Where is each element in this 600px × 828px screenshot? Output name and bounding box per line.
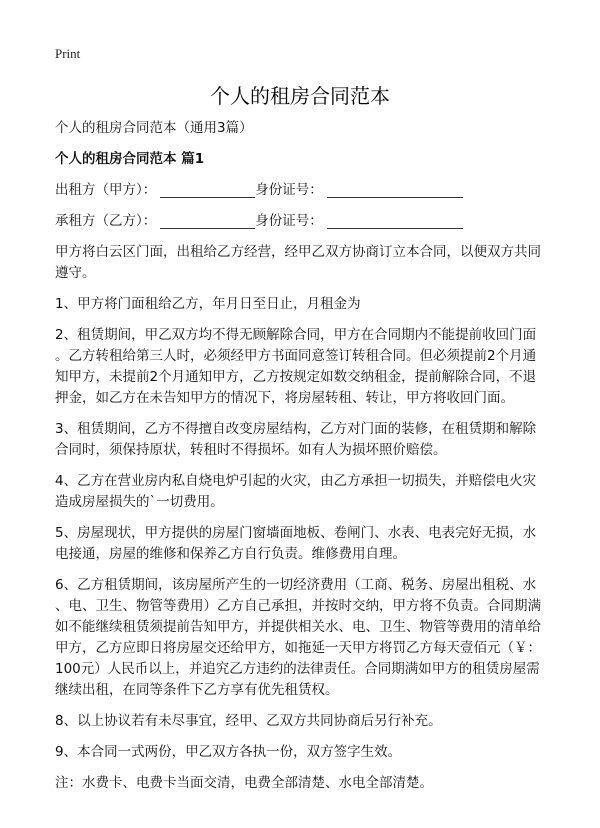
clause-line: 、电、卫生、物管等费用）乙方自己承担，并按时交纳，甲方将不负责。合同期满 — [55, 598, 541, 614]
clause-paragraph — [55, 575, 555, 701]
lessor-label: 出租方（甲方）： — [55, 182, 157, 198]
clause-paragraph — [55, 742, 555, 763]
lessor-id-blank — [327, 183, 463, 198]
clause-line: 甲方将白云区门面，出租给乙方经营，经甲乙双方协商订立本合同，以便双方共同 — [55, 244, 541, 260]
clause-line: 知甲方，未提前2个月通知甲方，乙方按规定如数交纳租金，提前解除合同，不退 — [55, 369, 537, 385]
clause-line: 9、本合同一式两份，甲乙双方各执一份，双方签字生效。 — [55, 744, 402, 760]
clause-line: 电接通，房屋的维修和保养乙方自行负责。维修费用自理。 — [55, 546, 406, 562]
lessor-row — [55, 180, 555, 201]
clause-paragraph — [55, 294, 555, 315]
clause-line: 造成房屋损失的`一切费用。 — [55, 494, 224, 510]
clause-paragraph — [55, 471, 555, 513]
clause-line: 8、以上协议若有未尽事宜，经甲、乙双方共同协商后另行补充。 — [55, 713, 442, 729]
lessee-id-label: 身份证号： — [255, 213, 323, 229]
clause-line: 甲方，乙方应即日将房屋交还给甲方，如拖延一天甲方将罚乙方每天壹佰元（￥： — [55, 640, 541, 656]
lessee-row — [55, 211, 555, 232]
lessee-label: 承租方（乙方）： — [55, 213, 157, 229]
clause-line: 1、甲方将门面租给乙方，年月日至日止，月租金为 — [55, 296, 361, 312]
clause-paragraph — [55, 773, 555, 794]
clause-paragraph — [55, 325, 555, 409]
lessor-id-label: 身份证号： — [255, 182, 323, 198]
lessee-id-blank — [327, 214, 463, 229]
contract-clauses — [55, 242, 555, 794]
clause-line: 押金，如乙方在未告知甲方的情况下，将房屋转租、转让，甲方将收回门面。 — [55, 390, 514, 406]
clause-line: 6、乙方租赁期间，该房屋所产生的一切经济费用（工商、税务、房屋出租税、水 — [55, 577, 537, 593]
clause-paragraph — [55, 419, 555, 461]
clause-line: 。乙方转租给第三人时，必须经甲方书面同意签订转租合同。但必须提前2个月通 — [55, 348, 537, 364]
subtitle: 个人的租房合同范本（通用3篇） — [55, 120, 253, 136]
lessee-name-blank — [160, 214, 255, 229]
clause-line: 继续出租，在同等条件下乙方享有优先租赁权。 — [55, 682, 339, 698]
clause-paragraph — [55, 711, 555, 732]
clause-line: 如不能继续租赁须提前告知甲方，并提供相关水、电、卫生、物管等费用的清单给 — [55, 619, 541, 635]
clause-line: 3、租赁期间，乙方不得擅自改变房屋结构，乙方对门面的装修，在租赁期和解除 — [55, 421, 537, 437]
print-link[interactable]: Print — [55, 46, 81, 61]
clause-line: 遵守。 — [55, 265, 96, 281]
clause-paragraph — [55, 242, 555, 284]
lessor-name-blank — [160, 183, 255, 198]
document-body — [55, 118, 555, 804]
clause-line: 2、租赁期间，甲乙双方均不得无顾解除合同，甲方在合同期内不能提前收回门面 — [55, 327, 537, 343]
clause-line: 4、乙方在营业房内私自烧电炉引起的火灾，由乙方承担一切损失，并赔偿电火灾 — [55, 473, 537, 489]
clause-line: 5、房屋现状，甲方提供的房屋门窗墙面地板、卷闸门、水表、电表完好无损，水 — [55, 525, 537, 541]
clause-line: 注：水费卡、电费卡当面交清，电费全部清楚、水电全部清楚。 — [55, 775, 433, 791]
clause-line: 合同时，须保持原状，转租时不得损坏。如有人为损坏照价赔偿。 — [55, 442, 447, 458]
document-title: 个人的租房合同范本 — [210, 84, 390, 108]
clause-line: 100元）人民币以上，并追究乙方违约的法律责任。合同期满如甲方的租赁房屋需 — [55, 661, 540, 677]
clause-paragraph — [55, 523, 555, 565]
section-heading: 个人的租房合同范本 篇1 — [55, 151, 205, 167]
